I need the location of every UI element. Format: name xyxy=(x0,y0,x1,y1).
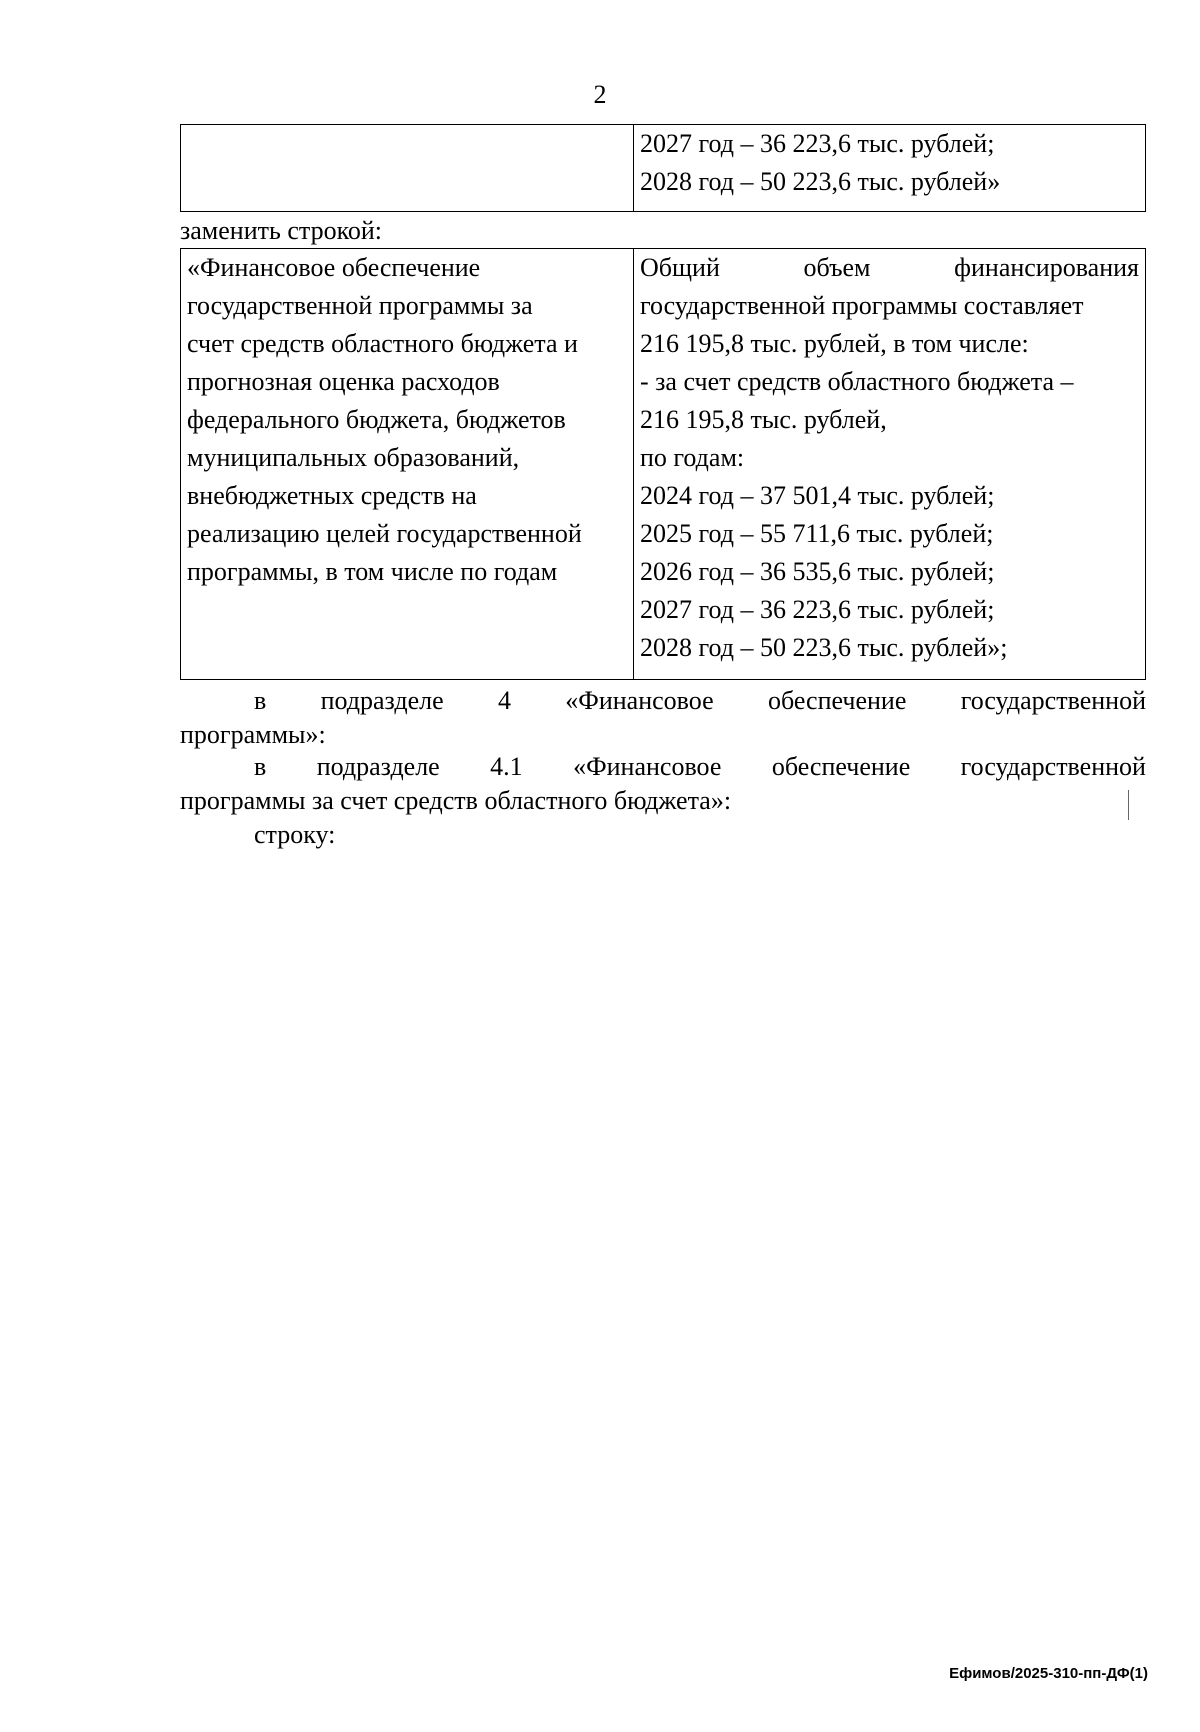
word: государственной xyxy=(960,752,1146,781)
word: подразделе xyxy=(316,752,440,781)
page-number: 2 xyxy=(593,80,607,109)
table-cell-left-empty xyxy=(181,125,634,212)
funding-line: по годам: xyxy=(640,443,745,472)
row-title-line: внебюджетных средств на xyxy=(187,481,477,510)
paragraph-subsection-4-1 xyxy=(180,750,1146,818)
row-title-line: федерального бюджета, бюджетов xyxy=(187,405,566,434)
paragraph-continuation: программы за счет средств областного бюджета»: xyxy=(180,786,732,815)
funding-line: 216 195,8 тыс. рублей, xyxy=(640,405,887,434)
word: «Финансовое xyxy=(573,752,722,781)
funding-line: 2027 год – 36 223,6 тыс. рублей; xyxy=(640,595,995,624)
table-cell-left xyxy=(181,249,634,680)
word: «Финансовое xyxy=(565,686,714,715)
heading-word: финансирования xyxy=(954,253,1139,282)
word: 4.1 xyxy=(490,752,523,781)
row-title-line: государственной программы за xyxy=(187,291,533,320)
paragraph-first-line xyxy=(180,750,1146,784)
word: 4 xyxy=(497,686,511,715)
table-replacement-row xyxy=(180,248,1146,680)
funding-line: 2024 год – 37 501,4 тыс. рублей; xyxy=(640,481,995,510)
funding-line: 216 195,8 тыс. рублей, в том числе: xyxy=(640,329,1029,358)
funding-total-heading xyxy=(640,249,1139,287)
paragraph-continuation: программы»: xyxy=(180,720,326,749)
heading-word: Общий xyxy=(640,253,720,282)
scan-mark xyxy=(1128,790,1129,820)
word: обеспечение xyxy=(771,752,911,781)
table-cell-right xyxy=(634,125,1146,212)
word: подразделе xyxy=(320,686,444,715)
row-title-line: реализацию целей государственной xyxy=(187,519,582,548)
funding-line: 2028 год – 50 223,6 тыс. рублей» xyxy=(640,167,1001,196)
heading-word: объем xyxy=(803,253,871,282)
row-title-line: программы, в том числе по годам xyxy=(187,557,558,586)
row-title-line: прогнозная оценка расходов xyxy=(187,367,500,396)
word: в xyxy=(254,686,267,715)
table-previous-row xyxy=(180,124,1146,212)
table-cell-right xyxy=(634,249,1146,680)
row-title-line: «Финансовое обеспечение xyxy=(187,253,481,282)
funding-line: 2025 год – 55 711,6 тыс. рублей; xyxy=(640,519,994,548)
paragraph-first-line xyxy=(180,684,1146,718)
replace-label: заменить строкой: xyxy=(180,216,383,245)
funding-line: - за счет средств областного бюджета – xyxy=(640,367,1074,396)
word: обеспечение xyxy=(767,686,907,715)
funding-line: государственной программы составляет xyxy=(640,291,1084,320)
paragraph-subsection-4 xyxy=(180,684,1146,752)
document-reference: Ефимов/2025-310-пп-ДФ(1) xyxy=(949,1665,1148,1682)
table-row xyxy=(181,125,1146,212)
row-title-line: счет средств областного бюджета и xyxy=(187,329,578,358)
word: государственной xyxy=(960,686,1146,715)
funding-line: 2027 год – 36 223,6 тыс. рублей; xyxy=(640,129,995,158)
paragraph-row-label: строку: xyxy=(254,820,336,849)
row-title-line: муниципальных образований, xyxy=(187,443,520,472)
funding-line: 2026 год – 36 535,6 тыс. рублей; xyxy=(640,557,995,586)
funding-line: 2028 год – 50 223,6 тыс. рублей»; xyxy=(640,633,1008,662)
table-row xyxy=(181,249,1146,680)
word: в xyxy=(254,752,267,781)
